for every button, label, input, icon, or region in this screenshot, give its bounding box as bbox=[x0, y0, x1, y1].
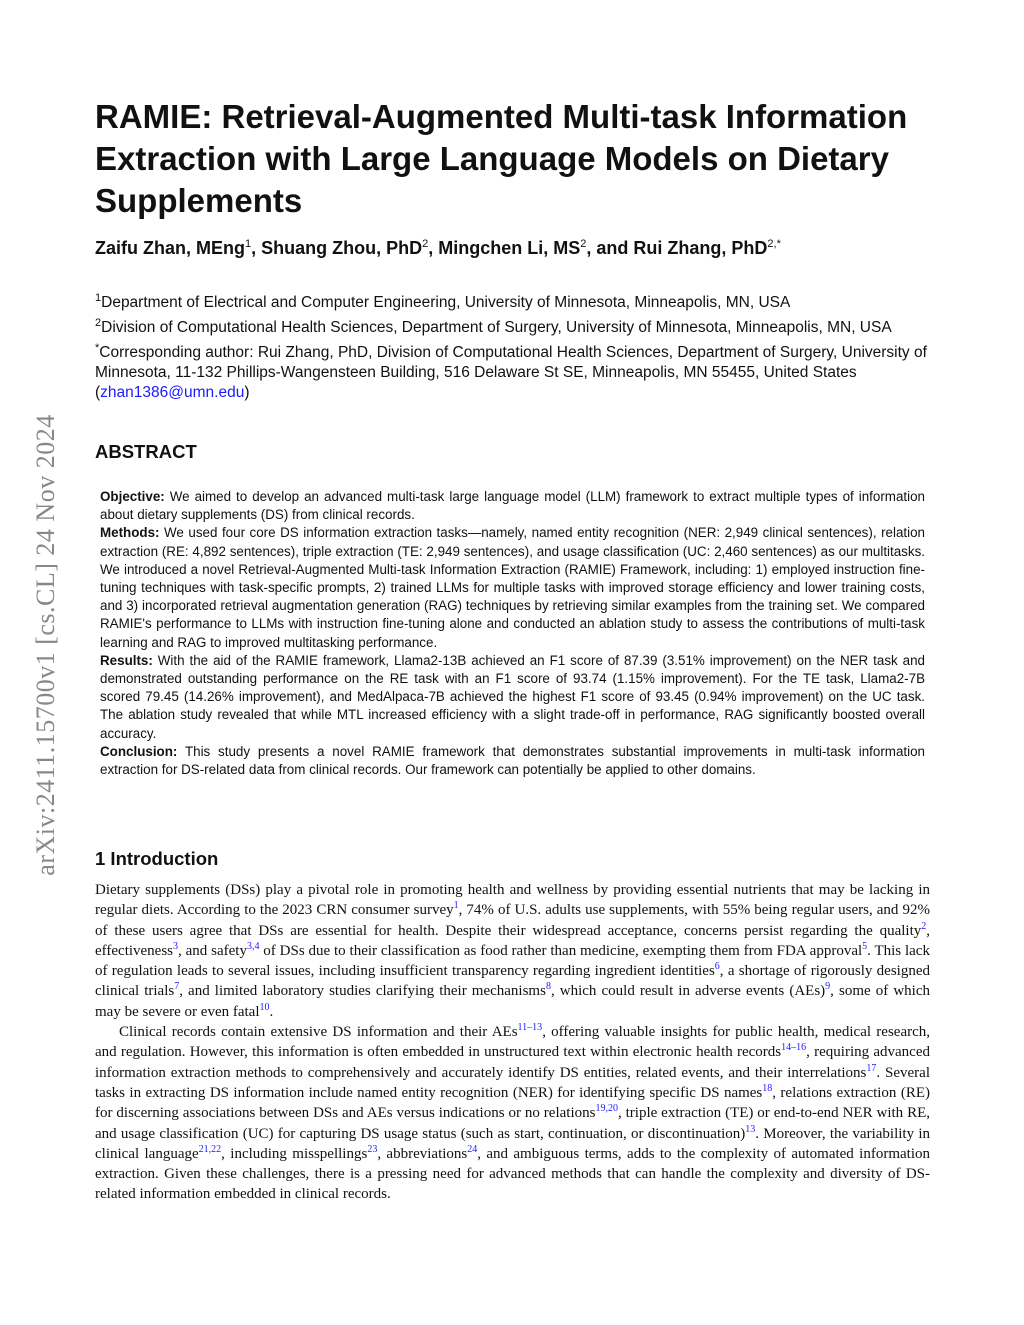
author-affiliation-mark: 2,* bbox=[767, 238, 781, 250]
paragraph-text: Clinical records contain extensive DS information and their AEs bbox=[119, 1024, 518, 1041]
affiliation-line bbox=[95, 313, 945, 338]
affiliation-text: Department of Electrical and Computer Engineering, University of Minnesota, Minneapolis, MN, USA bbox=[101, 294, 791, 312]
citation-link[interactable]: 19,20 bbox=[595, 1103, 618, 1115]
author-list bbox=[95, 238, 955, 259]
citation-link[interactable]: 17 bbox=[866, 1062, 877, 1074]
paragraph-text: , some of which may be severe or even fatal bbox=[95, 983, 930, 1020]
corresponding-text: Corresponding author: Rui Zhang, PhD, Division of Computational Health Sciences, Department of Surgery, University of Minnesota, 11-132 Phillips-Wangensteen Building, 516 Delaware St SE, Minneapolis, MN 55455, United States ( bbox=[95, 344, 927, 402]
citation-link[interactable]: 10 bbox=[259, 1001, 270, 1013]
abstract-section-text: With the aid of the RAMIE framework, Llama2-13B achieved an F1 score of 87.39 (3.51% improvement) on the NER task and demonstrated outstanding performance on the RE task with an F1 score of 93.74 (1.15% improvement). For the TE task, Llama2-7B scored 79.45 (14.26% improvement), and MedAlpaca-7B achieved the highest F1 score of 93.45 (0.94% improvement) on the UC task. The ablation study revealed that while MTL increased efficiency with a slight trade-off in performance, RAG significantly boosted overall accuracy. bbox=[100, 652, 925, 741]
citation-link[interactable]: 11–13 bbox=[517, 1022, 543, 1034]
abstract-section bbox=[100, 652, 925, 743]
paragraph-text: . This lack of regulation leads to several issues, including insufficient transparency regarding ingredient identities bbox=[95, 942, 930, 980]
author-name: Mingchen Li, MS bbox=[438, 238, 581, 258]
abstract-section-text: We used four core DS information extraction tasks—namely, named entity recognition (NER: 2,949 clinical sentences), relation extraction (RE: 4,892 sentences), triple extraction (TE: 2,949 sentences), and usage classification (UC: 2,460 sentences) as our multitasks. We introduced a novel Retrieval-Augmented Multi-task Information Extraction (RAMIE) Framework, including: 1) employed instruction fine-tuning techniques with task-specific prompts, 2) trained LLMs for multiple tasks with improved storage efficiency and lower training costs, and 3) incorporated retrieval augmentation generation (RAG) techniques by retrieving similar examples from the training set. We compared RAMIE's performance to LLMs with instruction fine-tuning alone and conducted an ablation study to assess the contributions of multi-task learning and RAG to improved multitasking performance. bbox=[100, 525, 925, 650]
abstract-section bbox=[100, 743, 925, 779]
author-name: Zaifu Zhan, MEng bbox=[95, 238, 245, 258]
paragraph-text: , 74% of U.S. adults use supplements, with 55% being regular users, and 92% of these users agree that DSs are essential for health. Despite their widespread acceptance, concerns persist regarding the quality bbox=[95, 902, 930, 939]
citation-link[interactable]: 23 bbox=[367, 1143, 378, 1155]
abstract-section-text: We aimed to develop an advanced multi-task large language model (LLM) framework to extract multiple types of information about dietary supplements (DS) from clinical records. bbox=[100, 489, 925, 523]
corresponding-close: ) bbox=[244, 384, 250, 402]
abstract-section-text: This study presents a novel RAMIE framework that demonstrates substantial improvements in multi-task information extraction for DS-related data from clinical records. Our framework can potentially be applied to other domains. bbox=[100, 743, 925, 778]
paragraph-text: , which could result in adverse events (AEs) bbox=[550, 983, 826, 1000]
paragraph-text: , including misspellings bbox=[221, 1145, 368, 1162]
paragraph-text: , triple extraction (TE) or end-to-end NER with RE, and usage classification (UC) for capturing DS usage status (such as start, continuation, or discontinuation) bbox=[95, 1105, 931, 1142]
paragraph-text: , requiring advanced information extraction methods to comprehensively and accurately identify DS entities, related events, and their interrelations bbox=[95, 1044, 930, 1081]
paragraph-text: , and limited laboratory studies clarifying their mechanisms bbox=[179, 983, 546, 1000]
abstract-section bbox=[100, 488, 925, 524]
citation-link[interactable]: 5 bbox=[862, 940, 868, 952]
abstract-section-label: Methods: bbox=[100, 525, 160, 541]
paragraph-text: Dietary supplements (DSs) play a pivotal role in promoting health and wellness by providing essential nutrients that may be lacking in regular diets. According to the 2023 CRN consumer survey bbox=[95, 882, 930, 919]
arxiv-identifier: arXiv:2411.15700v1 [cs.CL] 24 Nov 2024 bbox=[31, 414, 60, 876]
citation-link[interactable]: 8 bbox=[545, 981, 551, 993]
paragraph-text: , offering valuable insights for public health, medical research, and regulation. However, this information is often embedded in unstructured text within electronic health records bbox=[95, 1024, 930, 1061]
affiliation-mark: 1 bbox=[95, 292, 102, 304]
abstract-section-label: Objective: bbox=[100, 489, 165, 504]
citation-link[interactable]: 3,4 bbox=[246, 940, 260, 952]
citation-link[interactable]: 18 bbox=[762, 1082, 773, 1094]
affiliation-text: Division of Computational Health Sciences, Department of Surgery, University of Minnesota, Minneapolis, MN, USA bbox=[101, 319, 892, 337]
citation-link[interactable]: 13 bbox=[745, 1123, 756, 1135]
introduction-paragraph bbox=[95, 1022, 930, 1205]
paragraph-text: , and ambiguous terms, adds to the complexity of automated information extraction. Given these challenges, there is a pressing need for advanced methods that can handle the complexity and diversity of DS-related information embedded in clinical records. bbox=[95, 1145, 930, 1203]
citation-link[interactable]: 2 bbox=[921, 920, 927, 932]
author-separator: , and bbox=[586, 238, 634, 258]
corresponding-mark: * bbox=[95, 342, 100, 355]
abstract-section bbox=[100, 524, 925, 651]
abstract-section-label: Conclusion: bbox=[100, 743, 178, 759]
paragraph-text: . Moreover, the variability in clinical language bbox=[95, 1125, 930, 1162]
paragraph-text: . bbox=[269, 1003, 274, 1020]
citation-link[interactable]: 7 bbox=[174, 981, 180, 993]
affiliations bbox=[95, 288, 945, 403]
author-separator: , bbox=[251, 238, 262, 258]
paragraph-text: , effectiveness bbox=[95, 922, 930, 959]
citation-link[interactable]: 9 bbox=[825, 981, 831, 993]
abstract-body bbox=[100, 488, 925, 779]
author-affiliation-mark: 1 bbox=[245, 238, 252, 250]
paragraph-text: , a shortage of rigorously designed clinical trials bbox=[95, 963, 930, 1000]
email-link[interactable]: zhan1386@umn.edu bbox=[100, 384, 245, 402]
citation-link[interactable]: 24 bbox=[467, 1143, 478, 1155]
introduction-heading: 1 Introduction bbox=[95, 848, 219, 869]
corresponding-author bbox=[95, 338, 945, 403]
citation-link[interactable]: 6 bbox=[714, 961, 720, 973]
abstract-heading: ABSTRACT bbox=[95, 441, 197, 462]
paper-title: RAMIE: Retrieval-Augmented Multi-task Information Extraction with Large Language Models on Dietary Supplements bbox=[95, 98, 908, 219]
affiliation-mark: 2 bbox=[95, 317, 102, 330]
introduction-paragraph bbox=[95, 880, 930, 1022]
paragraph-text: , abbreviations bbox=[377, 1145, 468, 1162]
paragraph-text: . Several tasks in extracting DS information include named entity recognition (NER) for identifying specific DS names bbox=[95, 1064, 930, 1101]
citation-link[interactable]: 21,22 bbox=[198, 1143, 222, 1155]
introduction-body bbox=[95, 880, 930, 1205]
author-name: Shuang Zhou, PhD bbox=[261, 238, 423, 258]
citation-link[interactable]: 14–16 bbox=[781, 1042, 807, 1054]
author-separator: , bbox=[428, 238, 439, 258]
citation-link[interactable]: 3 bbox=[173, 940, 179, 952]
affiliation-line bbox=[95, 288, 945, 313]
author-name: Rui Zhang, PhD bbox=[633, 238, 768, 258]
citation-link[interactable]: 1 bbox=[453, 900, 459, 912]
abstract-section-label: Results: bbox=[100, 652, 153, 668]
paragraph-text: , and safety bbox=[178, 942, 247, 959]
author-affiliation-mark: 2 bbox=[422, 238, 429, 250]
author-affiliation-mark: 2 bbox=[580, 238, 587, 250]
paragraph-text: of DSs due to their classification as food rather than medicine, exempting them from FDA approval bbox=[259, 942, 863, 959]
paragraph-text: , relations extraction (RE) for discerning associations between DSs and AEs versus indications or no relations bbox=[95, 1084, 930, 1122]
